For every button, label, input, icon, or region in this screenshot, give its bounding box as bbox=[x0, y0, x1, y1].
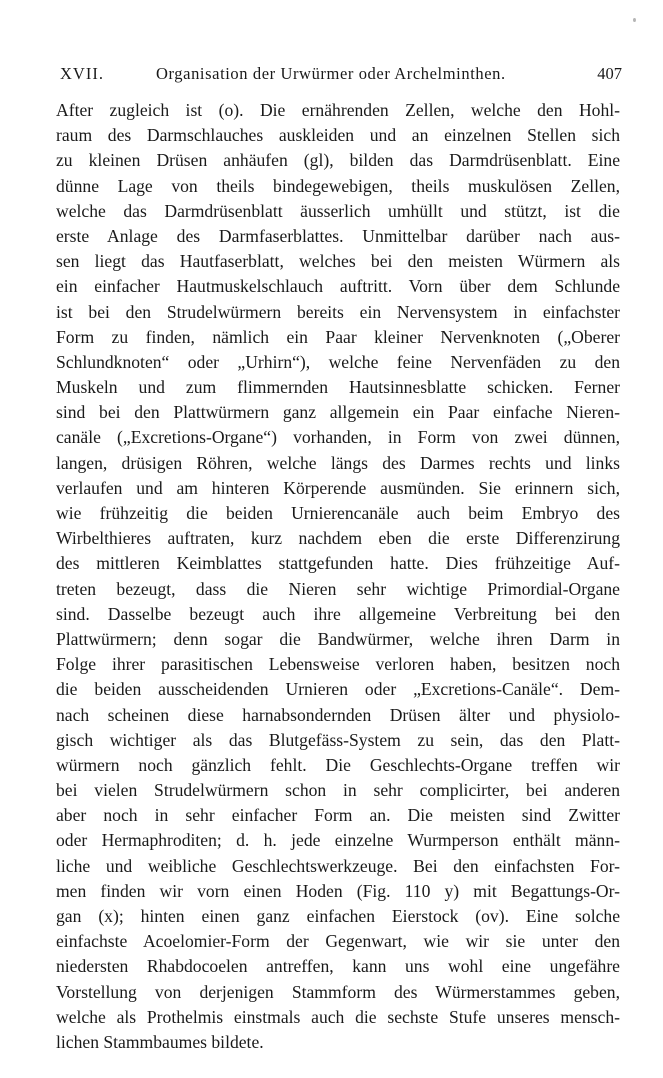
text-line: gisch wichtiger als das Blutgefäss-System zu sein, das den Platt- bbox=[56, 729, 620, 750]
body-text bbox=[56, 98, 620, 1055]
text-line: würmern noch gänzlich fehlt. Die Geschlechts-Organe treffen wir bbox=[56, 754, 620, 775]
text-line: aber noch in sehr einfacher Form an. Die meisten sind Zwitter bbox=[56, 805, 620, 826]
text-line: sen liegt das Hautfaserblatt, welches bei den meisten Würmern als bbox=[56, 251, 620, 272]
text-line: Plattwürmern; denn sogar die Bandwürmer, welche ihren Darm in bbox=[56, 628, 620, 649]
text-line: men finden wir vorn einen Hoden (Fig. 110 y) mit Begattungs-Or- bbox=[56, 880, 620, 901]
text-line: dünne Lage von theils bindegewebigen, theils muskulösen Zellen, bbox=[56, 175, 620, 196]
text-line: des mittleren Keimblattes stattgefunden hatte. Dies frühzeitige Auf- bbox=[56, 553, 620, 574]
text-line: niedersten Rhabdocoelen antreffen, kann uns wohl eine ungefähre bbox=[56, 956, 620, 977]
text-line: Wirbelthieres auftraten, kurz nachdem eben die erste Differenzirung bbox=[56, 528, 620, 549]
text-line: verlaufen und am hinteren Körperende ausmünden. Sie erinnern sich, bbox=[56, 477, 620, 498]
text-line: treten bezeugt, dass die Nieren sehr wichtige Primordial-Organe bbox=[56, 578, 620, 599]
page-number: 407 bbox=[597, 64, 622, 83]
text-line: sind bei den Plattwürmern ganz allgemein ein Paar einfache Nieren- bbox=[56, 402, 620, 423]
text-line: nach scheinen diese harnabsondernden Drüsen älter und physiolo- bbox=[56, 704, 620, 725]
text-line: die beiden ausscheidenden Urnieren oder „Excretions-Canäle“. Dem- bbox=[56, 679, 620, 700]
text-line: langen, drüsigen Röhren, welche längs des Darmes rechts und links bbox=[56, 452, 620, 473]
text-line: ein einfacher Hautmuskelschlauch auftritt. Vorn über dem Schlunde bbox=[56, 276, 620, 297]
text-line: ist bei den Strudelwürmern bereits ein Nervensystem in einfachster bbox=[56, 301, 620, 322]
text-line: sind. Dasselbe bezeugt auch ihre allgemeine Verbreitung bei den bbox=[56, 603, 620, 624]
text-line: liche und weibliche Geschlechtswerkzeuge. Bei den einfachsten For- bbox=[56, 855, 620, 876]
text-line: After zugleich ist (o). Die ernährenden Zellen, welche den Hohl- bbox=[56, 100, 620, 120]
text-line: canäle („Excretions-Organe“) vorhanden, in Form von zwei dünnen, bbox=[56, 427, 620, 448]
text-line: gan (x); hinten einen ganz einfachen Eierstock (ov). Eine solche bbox=[56, 906, 620, 926]
text-line: bei vielen Strudelwürmern schon in sehr complicirter, bei anderen bbox=[56, 780, 620, 801]
text-line: erste Anlage des Darmfaserblattes. Unmittelbar darüber nach aus- bbox=[56, 225, 620, 246]
running-title: Organisation der Urwürmer oder Archelminthen. bbox=[156, 64, 506, 83]
text-line: zu kleinen Drüsen anhäufen (gl), bilden das Darmdrüsenblatt. Eine bbox=[56, 150, 620, 171]
chapter-number: XVII. bbox=[60, 64, 104, 83]
text-line: Vorstellung von derjenigen Stammform des Würmerstammes geben, bbox=[56, 981, 620, 1002]
text-line: oder Hermaphroditen; d. h. jede einzelne Wurmperson enthält männ- bbox=[56, 830, 620, 851]
text-line: Muskeln und zum flimmernden Hautsinnesblatte schicken. Ferner bbox=[56, 377, 620, 398]
text-line: lichen Stammbaumes bildete. bbox=[56, 1031, 264, 1052]
text-line: raum des Darmschlauches auskleiden und an einzelnen Stellen sich bbox=[56, 125, 620, 146]
text-line: Schlundknoten“ oder „Urhirn“), welche feine Nervenfäden zu den bbox=[56, 351, 620, 372]
text-line: welche das Darmdrüsenblatt äusserlich umhüllt und stützt, ist die bbox=[56, 200, 620, 221]
text-line: Form zu finden, nämlich ein Paar kleiner Nervenknoten („Oberer bbox=[56, 326, 620, 347]
running-head bbox=[60, 62, 622, 86]
text-line: welche als Prothelmis einstmals auch die sechste Stufe unseres mensch- bbox=[56, 1006, 620, 1027]
paper-speck bbox=[633, 18, 636, 22]
text-line: einfachste Acoelomier-Form der Gegenwart, wie wir sie unter den bbox=[56, 931, 620, 952]
text-line: Folge ihrer parasitischen Lebensweise verloren haben, besitzen noch bbox=[56, 654, 620, 675]
text-line: wie frühzeitig die beiden Urnierencanäle auch beim Embryo des bbox=[56, 503, 620, 523]
